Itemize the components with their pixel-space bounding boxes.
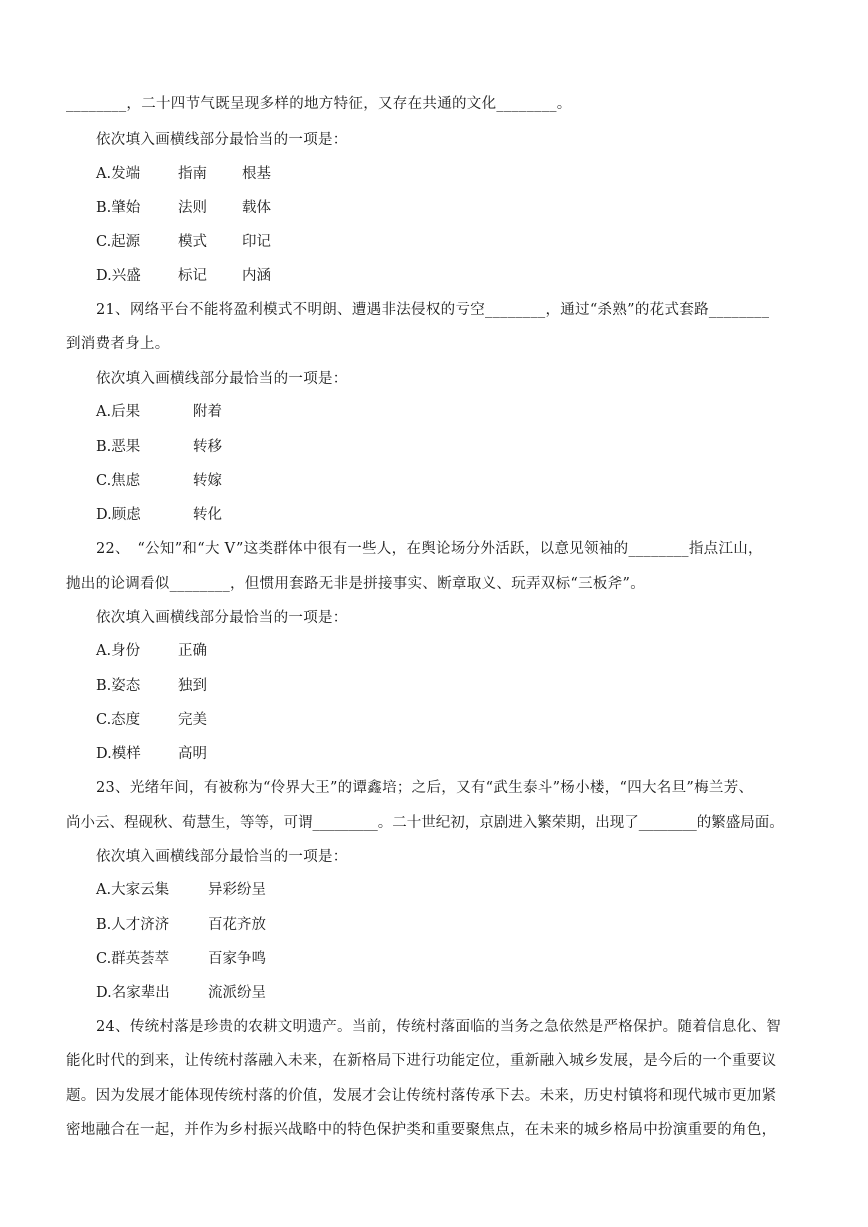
q21-stem-line2: 到消费者身上。 — [66, 336, 170, 352]
option-word: 转化 — [193, 507, 222, 523]
option-word: 指南 — [178, 166, 207, 182]
option-letter: D.模样 — [96, 746, 141, 762]
q23-stem-line1: 23、光绪年间，有被称为“伶界大王”的谭鑫培；之后，又有“武生泰斗”杨小楼，“四大名旦”梅兰芳、 — [96, 780, 754, 796]
q22-stem-line1: 22、 “公知”和“大 V”这类群体中很有一些人，在舆论场分外活跃，以意见领袖的________指点江山， — [96, 541, 763, 557]
option-word: 高明 — [178, 746, 207, 762]
option-letter: A.后果 — [96, 404, 141, 420]
q20-prompt: 依次填入画横线部分最恰当的一项是： — [96, 132, 348, 148]
option-letter: B.恶果 — [96, 439, 141, 455]
option-word: 根基 — [242, 166, 271, 182]
option-word: 转嫁 — [193, 473, 222, 489]
q24-stem-line1: 24、传统村落是珍贵的农耕文明遗产。当前，传统村落面临的当务之急依然是严格保护。随着信息化、智 — [96, 1019, 782, 1035]
q22-stem-line2: 抛出的论调看似________，但惯用套路无非是拼接事实、断章取义、玩弄双标“三板斧”。 — [66, 576, 646, 592]
q21-prompt: 依次填入画横线部分最恰当的一项是： — [96, 371, 348, 387]
q21-stem-line1: 21、网络平台不能将盈利模式不明朗、遭遇非法侵权的亏空________，通过“杀熟”的花式套路________ — [96, 302, 770, 318]
option-word: 异彩纷呈 — [208, 882, 266, 898]
option-word: 百花齐放 — [208, 917, 266, 933]
q23-stem-line2: 尚小云、程砚秋、荀慧生，等等，可谓_________。二十世纪初，京剧进入繁荣期，出现了________的繁盛局面。 — [66, 815, 784, 831]
option-word: 完美 — [178, 712, 207, 728]
option-letter: B.姿态 — [96, 678, 141, 694]
option-letter: A.发端 — [96, 166, 141, 182]
option-letter: B.肇始 — [96, 200, 141, 216]
option-letter: C.态度 — [96, 712, 141, 728]
option-word: 法则 — [178, 200, 207, 216]
option-word: 载体 — [242, 200, 271, 216]
option-letter: A.身份 — [96, 643, 141, 659]
option-word: 正确 — [178, 643, 207, 659]
option-word: 附着 — [193, 404, 222, 420]
option-word: 独到 — [178, 678, 207, 694]
q24-stem-line3: 题。因为发展才能体现传统村落的价值，发展才会让传统村落传承下去。未来，历史村镇将和现代城市更加紧 — [66, 1088, 777, 1104]
option-word: 标记 — [178, 268, 207, 284]
q24-stem-line2: 能化时代的到来，让传统村落融入未来，在新格局下进行功能定位，重新融入城乡发展，是今后的一个重要议 — [66, 1053, 777, 1069]
option-letter: B.人才济济 — [96, 917, 170, 933]
option-word: 百家争鸣 — [208, 951, 266, 967]
option-letter: D.顾虑 — [96, 507, 141, 523]
q23-prompt: 依次填入画横线部分最恰当的一项是： — [96, 849, 348, 865]
option-letter: D.名家辈出 — [96, 985, 170, 1001]
q20-continuation: ________，二十四节气既呈现多样的地方特征，又存在共通的文化________。 — [66, 96, 572, 112]
option-word: 模式 — [178, 234, 207, 250]
option-letter: C.起源 — [96, 234, 141, 250]
option-word: 流派纷呈 — [208, 985, 266, 1001]
option-letter: D.兴盛 — [96, 268, 141, 284]
option-word: 印记 — [242, 234, 271, 250]
q24-stem-line4: 密地融合在一起，并作为乡村振兴战略中的特色保护类和重要聚焦点，在未来的城乡格局中扮演重要的角色， — [66, 1122, 777, 1138]
option-letter: C.焦虑 — [96, 473, 141, 489]
option-word: 转移 — [193, 439, 222, 455]
option-letter: A.大家云集 — [96, 882, 170, 898]
option-letter: C.群英荟萃 — [96, 951, 170, 967]
q22-prompt: 依次填入画横线部分最恰当的一项是： — [96, 610, 348, 626]
option-word: 内涵 — [242, 268, 271, 284]
